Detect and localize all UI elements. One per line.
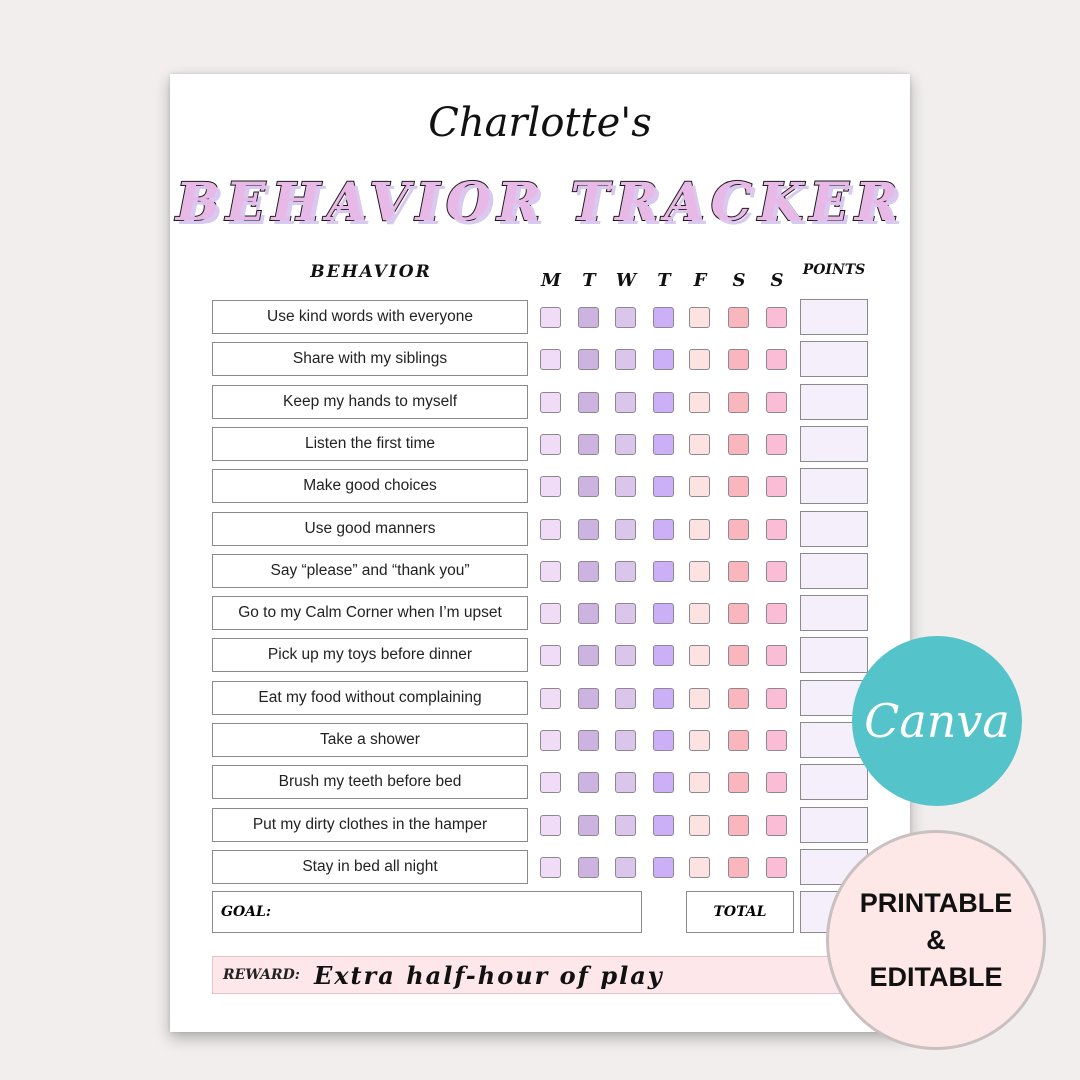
day-checkbox-r4-d1[interactable] bbox=[578, 476, 599, 497]
behavior-row-7 bbox=[212, 596, 528, 630]
day-header-3: T bbox=[657, 270, 671, 291]
day-checkbox-r4-d2[interactable] bbox=[615, 476, 636, 497]
day-checkbox-r13-d5[interactable] bbox=[728, 857, 749, 878]
printable-editable-badge bbox=[826, 830, 1046, 1050]
day-header-6: S bbox=[770, 270, 784, 291]
points-field-4[interactable] bbox=[800, 468, 868, 504]
day-checkbox-r11-d1[interactable] bbox=[578, 772, 599, 793]
day-checkbox-r7-d4[interactable] bbox=[689, 603, 710, 624]
day-checkbox-r7-d3[interactable] bbox=[653, 603, 674, 624]
behavior-row-6 bbox=[212, 554, 528, 588]
day-checkbox-r13-d3[interactable] bbox=[653, 857, 674, 878]
points-field-7[interactable] bbox=[800, 595, 868, 631]
day-checkbox-r5-d4[interactable] bbox=[689, 519, 710, 540]
day-checkbox-r12-d4[interactable] bbox=[689, 815, 710, 836]
day-checkbox-r6-d0[interactable] bbox=[540, 561, 561, 582]
day-checkbox-r6-d1[interactable] bbox=[578, 561, 599, 582]
points-column-header: POINTS bbox=[802, 262, 866, 278]
day-checkbox-r3-d5[interactable] bbox=[728, 434, 749, 455]
day-checkbox-r7-d0[interactable] bbox=[540, 603, 561, 624]
day-checkbox-r3-d4[interactable] bbox=[689, 434, 710, 455]
day-checkbox-r0-d0[interactable] bbox=[540, 307, 561, 328]
canva-logo-text: Canva bbox=[864, 694, 1010, 748]
day-header-2: W bbox=[615, 270, 637, 291]
day-checkbox-r10-d2[interactable] bbox=[615, 730, 636, 751]
reward-text: Extra half-hour of play bbox=[313, 960, 664, 990]
day-checkbox-r13-d0[interactable] bbox=[540, 857, 561, 878]
day-checkbox-r5-d1[interactable] bbox=[578, 519, 599, 540]
behavior-label: Put my dirty clothes in the hamper bbox=[252, 815, 488, 833]
day-checkbox-r1-d5[interactable] bbox=[728, 349, 749, 370]
day-checkbox-r8-d1[interactable] bbox=[578, 645, 599, 666]
day-checkbox-r5-d0[interactable] bbox=[540, 519, 561, 540]
day-checkbox-r3-d6[interactable] bbox=[766, 434, 787, 455]
day-checkbox-r1-d2[interactable] bbox=[615, 349, 636, 370]
day-checkbox-r5-d5[interactable] bbox=[728, 519, 749, 540]
behavior-label: Make good choices bbox=[303, 477, 437, 495]
points-field-8[interactable] bbox=[800, 637, 868, 673]
tracker-title: BEHAVIOR TRACKER bbox=[175, 172, 905, 233]
behavior-row-3 bbox=[212, 427, 528, 461]
behavior-row-4 bbox=[212, 469, 528, 503]
day-checkbox-r11-d6[interactable] bbox=[766, 772, 787, 793]
day-checkbox-r7-d2[interactable] bbox=[615, 603, 636, 624]
day-checkbox-r1-d0[interactable] bbox=[540, 349, 561, 370]
day-checkbox-r2-d6[interactable] bbox=[766, 392, 787, 413]
day-checkbox-r12-d1[interactable] bbox=[578, 815, 599, 836]
owner-name: Charlotte's bbox=[428, 100, 652, 146]
day-checkbox-r1-d4[interactable] bbox=[689, 349, 710, 370]
behavior-column-header: BEHAVIOR bbox=[310, 262, 432, 282]
points-field-2[interactable] bbox=[800, 384, 868, 420]
total-label-box bbox=[686, 891, 794, 933]
day-checkbox-r6-d5[interactable] bbox=[728, 561, 749, 582]
day-checkbox-r6-d6[interactable] bbox=[766, 561, 787, 582]
day-checkbox-r9-d5[interactable] bbox=[728, 688, 749, 709]
points-field-12[interactable] bbox=[800, 807, 868, 843]
behavior-row-10 bbox=[212, 723, 528, 757]
day-checkbox-r8-d3[interactable] bbox=[653, 645, 674, 666]
day-checkbox-r3-d2[interactable] bbox=[615, 434, 636, 455]
badge-line-2: & bbox=[926, 924, 946, 955]
behavior-row-8 bbox=[212, 638, 528, 672]
behavior-label: Keep my hands to myself bbox=[282, 392, 458, 410]
day-checkbox-r13-d2[interactable] bbox=[615, 857, 636, 878]
behavior-row-1 bbox=[212, 342, 528, 376]
badge-line-3: EDITABLE bbox=[869, 961, 1003, 992]
behavior-label: Use kind words with everyone bbox=[267, 308, 473, 325]
behavior-label: Use good manners bbox=[304, 519, 436, 537]
day-checkbox-r12-d6[interactable] bbox=[766, 815, 787, 836]
behavior-label: Take a shower bbox=[320, 731, 420, 748]
day-checkbox-r5-d2[interactable] bbox=[615, 519, 636, 540]
points-field-0[interactable] bbox=[800, 299, 868, 335]
day-checkbox-r9-d1[interactable] bbox=[578, 688, 599, 709]
behavior-row-2 bbox=[212, 385, 528, 419]
day-checkbox-r2-d5[interactable] bbox=[728, 392, 749, 413]
day-checkbox-r0-d1[interactable] bbox=[578, 307, 599, 328]
day-checkbox-r7-d1[interactable] bbox=[578, 603, 599, 624]
day-checkbox-r10-d1[interactable] bbox=[578, 730, 599, 751]
day-checkbox-r6-d3[interactable] bbox=[653, 561, 674, 582]
day-checkbox-r11-d0[interactable] bbox=[540, 772, 561, 793]
day-checkbox-r8-d2[interactable] bbox=[615, 645, 636, 666]
behavior-label: Say “please” and “thank you” bbox=[270, 561, 470, 579]
behavior-label: Eat my food without complaining bbox=[258, 688, 482, 706]
day-checkbox-r4-d3[interactable] bbox=[653, 476, 674, 497]
points-field-6[interactable] bbox=[800, 553, 868, 589]
day-header-0: M bbox=[541, 270, 561, 291]
behavior-row-11 bbox=[212, 765, 528, 799]
day-checkbox-r5-d6[interactable] bbox=[766, 519, 787, 540]
day-header-4: F bbox=[693, 270, 707, 291]
day-checkbox-r3-d3[interactable] bbox=[653, 434, 674, 455]
behavior-label: Pick up my toys before dinner bbox=[267, 646, 473, 664]
day-checkbox-r1-d3[interactable] bbox=[653, 349, 674, 370]
day-checkbox-r2-d4[interactable] bbox=[689, 392, 710, 413]
goal-label: GOAL: bbox=[221, 904, 272, 920]
behavior-label: Go to my Calm Corner when I’m upset bbox=[238, 604, 502, 622]
day-checkbox-r7-d6[interactable] bbox=[766, 603, 787, 624]
points-field-5[interactable] bbox=[800, 511, 868, 547]
reward-label: REWARD: bbox=[223, 967, 300, 983]
day-checkbox-r10-d3[interactable] bbox=[653, 730, 674, 751]
day-checkbox-r12-d0[interactable] bbox=[540, 815, 561, 836]
day-checkbox-r0-d4[interactable] bbox=[689, 307, 710, 328]
day-checkbox-r13-d6[interactable] bbox=[766, 857, 787, 878]
reward-bar bbox=[212, 956, 868, 994]
day-checkbox-r6-d2[interactable] bbox=[615, 561, 636, 582]
day-checkbox-r0-d5[interactable] bbox=[728, 307, 749, 328]
day-checkbox-r8-d0[interactable] bbox=[540, 645, 561, 666]
points-field-11[interactable] bbox=[800, 764, 868, 800]
day-checkbox-r11-d3[interactable] bbox=[653, 772, 674, 793]
day-checkbox-r13-d4[interactable] bbox=[689, 857, 710, 878]
behavior-row-13 bbox=[212, 850, 528, 884]
day-checkbox-r9-d0[interactable] bbox=[540, 688, 561, 709]
day-checkbox-r11-d4[interactable] bbox=[689, 772, 710, 793]
behavior-label: Stay in bed all night bbox=[302, 857, 438, 875]
day-checkbox-r12-d5[interactable] bbox=[728, 815, 749, 836]
day-checkbox-r11-d5[interactable] bbox=[728, 772, 749, 793]
goal-field[interactable] bbox=[212, 891, 642, 933]
day-checkbox-r13-d1[interactable] bbox=[578, 857, 599, 878]
day-checkbox-r12-d3[interactable] bbox=[653, 815, 674, 836]
behavior-label: Listen the first time bbox=[304, 434, 436, 452]
day-checkbox-r6-d4[interactable] bbox=[689, 561, 710, 582]
day-checkbox-r0-d3[interactable] bbox=[653, 307, 674, 328]
behavior-label: Brush my teeth before bed bbox=[278, 773, 462, 791]
badge-line-1: PRINTABLE bbox=[859, 887, 1013, 918]
points-field-3[interactable] bbox=[800, 426, 868, 462]
day-checkbox-r10-d4[interactable] bbox=[689, 730, 710, 751]
day-header-5: S bbox=[732, 270, 746, 291]
day-checkbox-r10-d6[interactable] bbox=[766, 730, 787, 751]
day-header-1: T bbox=[582, 270, 596, 291]
day-checkbox-r9-d6[interactable] bbox=[766, 688, 787, 709]
day-checkbox-r1-d6[interactable] bbox=[766, 349, 787, 370]
day-checkbox-r3-d0[interactable] bbox=[540, 434, 561, 455]
day-checkbox-r12-d2[interactable] bbox=[615, 815, 636, 836]
day-checkbox-r3-d1[interactable] bbox=[578, 434, 599, 455]
day-checkbox-r5-d3[interactable] bbox=[653, 519, 674, 540]
day-checkbox-r4-d5[interactable] bbox=[728, 476, 749, 497]
behavior-row-9 bbox=[212, 681, 528, 715]
day-checkbox-r8-d5[interactable] bbox=[728, 645, 749, 666]
total-label: TOTAL bbox=[713, 904, 767, 920]
day-checkbox-r10-d5[interactable] bbox=[728, 730, 749, 751]
behavior-row-0 bbox=[212, 300, 528, 334]
day-checkbox-r4-d6[interactable] bbox=[766, 476, 787, 497]
day-checkbox-r8-d6[interactable] bbox=[766, 645, 787, 666]
behavior-row-12 bbox=[212, 808, 528, 842]
points-field-1[interactable] bbox=[800, 341, 868, 377]
day-checkbox-r10-d0[interactable] bbox=[540, 730, 561, 751]
day-checkbox-r8-d4[interactable] bbox=[689, 645, 710, 666]
day-checkbox-r1-d1[interactable] bbox=[578, 349, 599, 370]
day-checkbox-r9-d2[interactable] bbox=[615, 688, 636, 709]
day-checkbox-r0-d6[interactable] bbox=[766, 307, 787, 328]
behavior-label: Share with my siblings bbox=[292, 350, 448, 368]
day-checkbox-r7-d5[interactable] bbox=[728, 603, 749, 624]
day-checkbox-r2-d1[interactable] bbox=[578, 392, 599, 413]
day-checkbox-r2-d0[interactable] bbox=[540, 392, 561, 413]
day-checkbox-r4-d0[interactable] bbox=[540, 476, 561, 497]
day-checkbox-r9-d4[interactable] bbox=[689, 688, 710, 709]
day-checkbox-r4-d4[interactable] bbox=[689, 476, 710, 497]
day-checkbox-r2-d3[interactable] bbox=[653, 392, 674, 413]
day-checkbox-r0-d2[interactable] bbox=[615, 307, 636, 328]
behavior-row-5 bbox=[212, 512, 528, 546]
day-checkbox-r11-d2[interactable] bbox=[615, 772, 636, 793]
day-checkbox-r9-d3[interactable] bbox=[653, 688, 674, 709]
day-checkbox-r2-d2[interactable] bbox=[615, 392, 636, 413]
canva-logo-badge bbox=[852, 636, 1022, 806]
